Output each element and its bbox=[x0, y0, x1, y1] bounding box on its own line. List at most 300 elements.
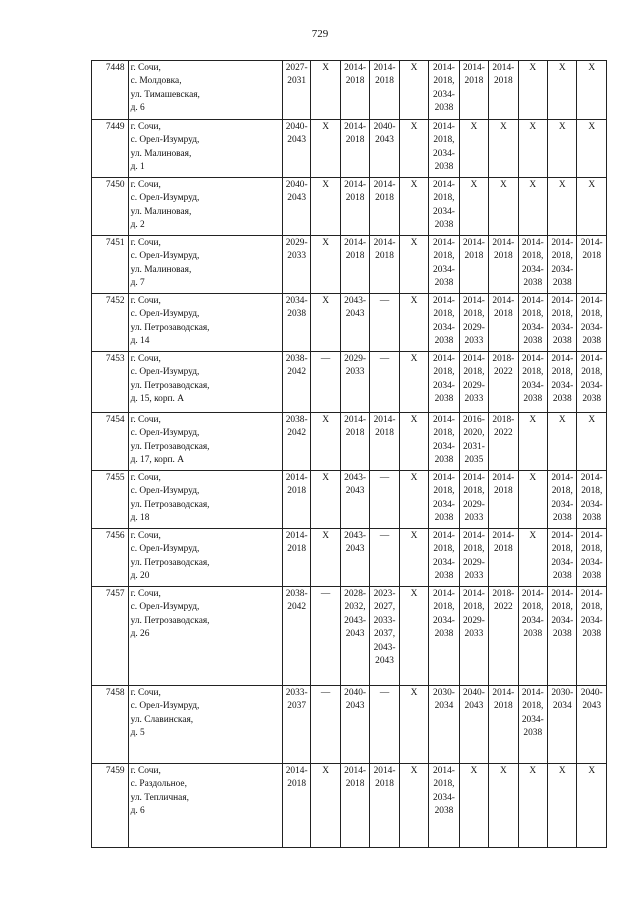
period-line: 2034- bbox=[433, 206, 455, 217]
period-cell bbox=[459, 413, 488, 471]
period-line: 2037 bbox=[287, 701, 307, 712]
period-line: 2014- bbox=[580, 238, 603, 248]
address-line: г. Сочи, bbox=[130, 122, 161, 132]
address-line: д. 17, корп. А bbox=[130, 455, 185, 466]
period-line: X bbox=[322, 531, 329, 541]
period-line: 2018, bbox=[433, 309, 455, 320]
period-line: 2014- bbox=[373, 766, 396, 776]
address-cell bbox=[128, 413, 282, 471]
period-line: 2018 bbox=[375, 779, 394, 790]
period-line: 2043- bbox=[344, 473, 366, 483]
period-cell bbox=[577, 352, 607, 413]
period-line: X bbox=[322, 415, 329, 425]
period-line: 2018 bbox=[493, 76, 513, 87]
period-cell bbox=[429, 686, 459, 764]
period-cell bbox=[489, 686, 518, 764]
period-line: X bbox=[322, 63, 329, 73]
period-cell bbox=[459, 471, 488, 529]
address-cell bbox=[128, 294, 282, 352]
address-line: д. 18 bbox=[130, 513, 150, 524]
period-cell bbox=[399, 587, 428, 686]
address-line: с. Орел-Изумруд, bbox=[130, 544, 200, 555]
address-line: с. Молдовка, bbox=[130, 76, 182, 87]
record-number: 7455 bbox=[92, 471, 129, 529]
period-line: 2018, bbox=[522, 367, 544, 378]
period-line: X bbox=[588, 766, 596, 776]
period-line: 2014- bbox=[433, 415, 455, 425]
period-line: 2018, bbox=[581, 544, 603, 555]
period-line: 2034- bbox=[433, 441, 455, 452]
period-line: 2043- bbox=[344, 615, 366, 626]
period-line: 2018, bbox=[551, 544, 573, 555]
address-line: ул. Тимашевская, bbox=[130, 89, 200, 100]
address-line: д. 20 bbox=[130, 571, 150, 582]
address-cell bbox=[128, 61, 282, 120]
period-line: 2043 bbox=[375, 135, 394, 146]
period-line: 2014- bbox=[492, 473, 515, 483]
period-line: 2018, bbox=[551, 486, 573, 497]
period-line: 2030- bbox=[433, 688, 455, 698]
period-line: 2018, bbox=[581, 602, 603, 613]
period-line: 2040- bbox=[344, 688, 366, 698]
period-cell bbox=[518, 529, 547, 587]
period-line: 2018 bbox=[345, 76, 365, 87]
period-cell bbox=[340, 294, 369, 352]
period-line: X bbox=[558, 766, 566, 776]
address-line: с. Орел-Изумруд, bbox=[130, 367, 200, 378]
address-line: ул. Малиновая, bbox=[130, 206, 192, 217]
address-line: с. Орел-Изумруд, bbox=[130, 701, 200, 712]
period-line: X bbox=[322, 180, 329, 190]
period-line: 2034- bbox=[551, 499, 574, 510]
period-cell bbox=[459, 236, 488, 294]
period-cell bbox=[311, 120, 340, 178]
period-cell bbox=[489, 764, 518, 848]
period-cell bbox=[399, 764, 428, 848]
period-line: 2014- bbox=[521, 688, 544, 698]
period-cell bbox=[311, 236, 340, 294]
period-line: 2014- bbox=[462, 354, 485, 364]
period-line: 2033 bbox=[464, 571, 484, 582]
period-line: 2029- bbox=[462, 499, 485, 510]
period-cell bbox=[459, 587, 488, 686]
period-cell bbox=[548, 236, 577, 294]
address-cell bbox=[128, 764, 282, 848]
period-cell bbox=[282, 471, 310, 529]
period-line: 2018 bbox=[493, 251, 513, 262]
period-cell bbox=[340, 471, 369, 529]
period-line: 2018 bbox=[287, 779, 307, 790]
period-cell bbox=[370, 178, 399, 236]
address-line: с. Раздольное, bbox=[130, 779, 187, 790]
period-cell bbox=[429, 352, 459, 413]
period-line: 2038 bbox=[523, 336, 543, 347]
period-line: 2043- bbox=[344, 296, 366, 306]
period-line: 2043 bbox=[345, 544, 365, 555]
period-line: 2038 bbox=[552, 336, 572, 347]
period-line: 2014- bbox=[285, 531, 308, 541]
address-line: д. 14 bbox=[130, 336, 150, 347]
period-line: 2023- bbox=[373, 589, 396, 599]
period-line: 2034- bbox=[521, 714, 544, 725]
record-number: 7451 bbox=[92, 236, 129, 294]
period-line: 2018, bbox=[433, 544, 455, 555]
period-line: 2018, bbox=[522, 309, 544, 320]
period-cell bbox=[340, 236, 369, 294]
address-line: д. 7 bbox=[130, 278, 145, 289]
address-line: ул. Малиновая, bbox=[130, 148, 192, 159]
period-cell bbox=[370, 764, 399, 848]
period-line: 2018 bbox=[287, 544, 307, 555]
period-line: 2014- bbox=[373, 180, 396, 190]
address-cell bbox=[128, 471, 282, 529]
period-line: 2014- bbox=[521, 238, 544, 248]
period-cell bbox=[282, 352, 310, 413]
period-line: 2022 bbox=[493, 367, 513, 378]
record-number: 7452 bbox=[92, 294, 129, 352]
period-line: 2014- bbox=[580, 473, 603, 483]
period-line: X bbox=[529, 766, 537, 776]
period-line: 2032, bbox=[344, 602, 366, 613]
period-line: X bbox=[529, 531, 537, 541]
period-line: X bbox=[410, 238, 418, 248]
table-row bbox=[92, 352, 607, 413]
period-line: 2029- bbox=[285, 238, 308, 248]
table-row bbox=[92, 471, 607, 529]
period-cell bbox=[459, 529, 488, 587]
period-cell bbox=[459, 178, 488, 236]
period-cell bbox=[489, 178, 518, 236]
period-line: X bbox=[410, 589, 418, 599]
period-cell bbox=[518, 236, 547, 294]
period-line: 2038 bbox=[434, 394, 454, 405]
period-cell bbox=[577, 61, 607, 120]
period-line: 2034- bbox=[433, 792, 455, 803]
period-line: 2033 bbox=[464, 629, 484, 640]
address-line: с. Орел-Изумруд, bbox=[130, 309, 200, 320]
period-line: 2014- bbox=[462, 473, 485, 483]
period-cell bbox=[340, 686, 369, 764]
period-line: — bbox=[379, 531, 390, 541]
period-line: 2022 bbox=[493, 602, 513, 613]
address-line: г. Сочи, bbox=[130, 354, 161, 364]
period-line: 2018, bbox=[463, 486, 485, 497]
period-cell bbox=[370, 471, 399, 529]
period-line: 2029- bbox=[344, 354, 366, 364]
period-line: 2018 bbox=[493, 544, 513, 555]
period-line: 2018, bbox=[551, 309, 573, 320]
period-line: 2034- bbox=[551, 322, 574, 333]
period-line: 2014- bbox=[433, 238, 455, 248]
period-line: 2014- bbox=[433, 766, 455, 776]
period-line: 2014- bbox=[551, 354, 574, 364]
period-cell bbox=[282, 587, 310, 686]
period-cell bbox=[489, 413, 518, 471]
period-line: 2034- bbox=[580, 380, 603, 391]
period-line: 2018 bbox=[345, 193, 365, 204]
period-line: 2018 bbox=[375, 76, 394, 87]
period-line: 2018, bbox=[433, 251, 455, 262]
period-line: 2037, bbox=[373, 629, 396, 640]
period-line: 2043 bbox=[375, 656, 394, 667]
period-line: — bbox=[379, 354, 390, 364]
period-line: — bbox=[320, 589, 331, 599]
address-line: с. Орел-Изумруд, bbox=[130, 602, 200, 613]
period-line: 2038 bbox=[434, 103, 454, 114]
table-row bbox=[92, 764, 607, 848]
period-line: X bbox=[588, 63, 596, 73]
period-cell bbox=[340, 529, 369, 587]
period-cell bbox=[489, 352, 518, 413]
period-line: 2034- bbox=[580, 322, 603, 333]
period-cell bbox=[577, 686, 607, 764]
period-line: 2014- bbox=[433, 473, 455, 483]
period-line: 2018 bbox=[493, 309, 513, 320]
period-cell bbox=[518, 294, 547, 352]
period-line: 2018 bbox=[582, 251, 602, 262]
period-line: X bbox=[410, 180, 418, 190]
period-cell bbox=[399, 471, 428, 529]
address-line: г. Сочи, bbox=[130, 296, 161, 306]
period-cell bbox=[577, 294, 607, 352]
address-line: д. 1 bbox=[130, 162, 145, 173]
period-line: 2034- bbox=[580, 499, 603, 510]
period-line: 2018 bbox=[345, 135, 365, 146]
period-line: 2034- bbox=[433, 380, 455, 391]
period-line: 2014- bbox=[433, 531, 455, 541]
period-line: 2031- bbox=[462, 441, 485, 452]
address-line: ул. Петрозаводская, bbox=[130, 380, 210, 391]
period-cell bbox=[399, 61, 428, 120]
address-cell bbox=[128, 529, 282, 587]
period-cell bbox=[429, 120, 459, 178]
period-line: X bbox=[322, 296, 329, 306]
period-line: 2034- bbox=[433, 264, 455, 275]
period-line: 2038 bbox=[434, 278, 454, 289]
period-cell bbox=[340, 764, 369, 848]
period-line: 2014- bbox=[462, 63, 485, 73]
period-line: 2034 bbox=[434, 701, 454, 712]
period-cell bbox=[518, 587, 547, 686]
record-number: 7449 bbox=[92, 120, 129, 178]
address-line: ул. Петрозаводская, bbox=[130, 322, 210, 333]
period-line: 2014- bbox=[462, 238, 485, 248]
address-line: с. Орел-Изумруд, bbox=[130, 193, 200, 204]
period-line: 2018 bbox=[493, 701, 513, 712]
period-cell bbox=[459, 294, 488, 352]
period-line: 2014- bbox=[462, 296, 485, 306]
period-line: 2018, bbox=[463, 602, 485, 613]
period-line: 2018, bbox=[522, 602, 544, 613]
period-line: 2014- bbox=[433, 63, 455, 73]
period-line: 2029- bbox=[462, 322, 485, 333]
address-line: с. Орел-Изумруд, bbox=[130, 486, 200, 497]
period-cell bbox=[518, 178, 547, 236]
period-cell bbox=[311, 529, 340, 587]
period-line: X bbox=[410, 766, 418, 776]
record-number: 7453 bbox=[92, 352, 129, 413]
housing-schedule-table bbox=[91, 60, 607, 848]
period-cell bbox=[370, 236, 399, 294]
period-line: 2034- bbox=[433, 322, 455, 333]
period-line: 2038 bbox=[523, 629, 543, 640]
period-cell bbox=[429, 236, 459, 294]
period-cell bbox=[429, 764, 459, 848]
period-cell bbox=[370, 61, 399, 120]
period-line: X bbox=[588, 122, 596, 132]
period-line: 2018 bbox=[375, 428, 394, 439]
period-line: 2030- bbox=[551, 688, 574, 698]
period-line: X bbox=[529, 180, 537, 190]
address-line: д. 2 bbox=[130, 220, 145, 231]
period-cell bbox=[518, 61, 547, 120]
period-line: 2042 bbox=[287, 367, 307, 378]
period-line: 2040- bbox=[285, 122, 308, 132]
period-line: 2028- bbox=[344, 589, 366, 599]
period-line: 2040- bbox=[580, 688, 603, 698]
period-line: 2014- bbox=[344, 766, 366, 776]
period-line: 2014- bbox=[344, 122, 366, 132]
period-line: 2014- bbox=[551, 531, 574, 541]
period-cell bbox=[548, 413, 577, 471]
period-cell bbox=[459, 686, 488, 764]
address-cell bbox=[128, 686, 282, 764]
period-line: 2014- bbox=[551, 589, 574, 599]
record-number: 7456 bbox=[92, 529, 129, 587]
period-line: X bbox=[410, 122, 418, 132]
period-cell bbox=[489, 587, 518, 686]
table-row bbox=[92, 61, 607, 120]
record-number: 7458 bbox=[92, 686, 129, 764]
period-cell bbox=[577, 587, 607, 686]
record-number: 7457 bbox=[92, 587, 129, 686]
period-line: 2018, bbox=[551, 367, 573, 378]
period-line: 2014- bbox=[492, 688, 515, 698]
period-line: 2018- bbox=[492, 415, 515, 425]
period-cell bbox=[311, 178, 340, 236]
address-cell bbox=[128, 178, 282, 236]
period-line: 2014- bbox=[433, 354, 455, 364]
period-line: 2018, bbox=[581, 367, 603, 378]
period-line: 2020, bbox=[463, 428, 485, 439]
period-line: 2014- bbox=[521, 589, 544, 599]
period-line: 2014- bbox=[373, 238, 396, 248]
period-cell bbox=[399, 178, 428, 236]
period-cell bbox=[340, 61, 369, 120]
period-line: 2033- bbox=[373, 615, 396, 626]
address-cell bbox=[128, 236, 282, 294]
period-line: 2018 bbox=[375, 251, 394, 262]
period-line: 2034- bbox=[521, 264, 544, 275]
period-line: 2018, bbox=[581, 486, 603, 497]
period-line: 2038 bbox=[552, 394, 572, 405]
period-cell bbox=[518, 120, 547, 178]
period-line: 2043 bbox=[464, 701, 484, 712]
period-line: 2016- bbox=[462, 415, 485, 425]
period-line: 2038 bbox=[434, 455, 454, 466]
period-line: 2034- bbox=[433, 499, 455, 510]
period-line: 2034 bbox=[552, 701, 572, 712]
table-row bbox=[92, 178, 607, 236]
period-cell bbox=[548, 587, 577, 686]
period-line: X bbox=[529, 415, 537, 425]
period-line: 2038 bbox=[434, 220, 454, 231]
period-line: 2033 bbox=[345, 367, 365, 378]
period-cell bbox=[340, 587, 369, 686]
period-line: 2027- bbox=[285, 63, 308, 73]
period-cell bbox=[282, 413, 310, 471]
period-cell bbox=[548, 61, 577, 120]
period-line: X bbox=[558, 122, 566, 132]
period-cell bbox=[577, 120, 607, 178]
period-cell bbox=[370, 352, 399, 413]
period-cell bbox=[577, 529, 607, 587]
period-line: 2038 bbox=[287, 309, 307, 320]
period-line: 2027, bbox=[373, 602, 396, 613]
period-line: X bbox=[410, 415, 418, 425]
period-cell bbox=[429, 413, 459, 471]
period-cell bbox=[577, 764, 607, 848]
period-line: 2033 bbox=[464, 336, 484, 347]
period-line: 2014- bbox=[580, 589, 603, 599]
period-line: 2014- bbox=[551, 473, 574, 483]
period-cell bbox=[429, 471, 459, 529]
period-line: X bbox=[558, 180, 566, 190]
period-cell bbox=[518, 471, 547, 529]
period-cell bbox=[429, 294, 459, 352]
address-line: ул. Малиновая, bbox=[130, 264, 192, 275]
period-line: 2018, bbox=[433, 486, 455, 497]
address-line: с. Орел-Изумруд, bbox=[130, 251, 200, 262]
table-row bbox=[92, 529, 607, 587]
period-cell bbox=[370, 686, 399, 764]
period-cell bbox=[311, 764, 340, 848]
address-line: с. Орел-Изумруд, bbox=[130, 135, 200, 146]
period-line: 2014- bbox=[433, 180, 455, 190]
address-line: г. Сочи, bbox=[130, 688, 161, 698]
period-line: 2014- bbox=[580, 354, 603, 364]
period-line: 2040- bbox=[285, 180, 308, 190]
period-line: 2014- bbox=[492, 531, 515, 541]
period-line: 2018 bbox=[493, 486, 513, 497]
period-line: 2038 bbox=[552, 629, 572, 640]
period-line: 2038 bbox=[434, 513, 454, 524]
address-line: ул. Петрозаводская, bbox=[130, 557, 210, 568]
record-number: 7459 bbox=[92, 764, 129, 848]
period-line: X bbox=[558, 415, 566, 425]
address-line: с. Орел-Изумруд, bbox=[130, 428, 200, 439]
table-row bbox=[92, 294, 607, 352]
period-line: 2038 bbox=[523, 278, 543, 289]
period-line: 2018 bbox=[464, 251, 484, 262]
period-cell bbox=[577, 236, 607, 294]
period-cell bbox=[548, 120, 577, 178]
period-line: 2018, bbox=[463, 367, 485, 378]
period-line: 2034- bbox=[521, 615, 544, 626]
address-line: д. 15, корп. А bbox=[130, 394, 185, 405]
period-cell bbox=[282, 529, 310, 587]
period-cell bbox=[577, 178, 607, 236]
period-cell bbox=[370, 529, 399, 587]
period-line: 2018, bbox=[522, 701, 544, 712]
period-line: 2038- bbox=[285, 354, 308, 364]
period-line: 2031 bbox=[287, 76, 307, 87]
period-line: 2018, bbox=[522, 251, 544, 262]
period-cell bbox=[489, 120, 518, 178]
period-line: 2040- bbox=[462, 688, 485, 698]
address-line: д. 5 bbox=[130, 728, 145, 739]
period-cell bbox=[518, 686, 547, 764]
